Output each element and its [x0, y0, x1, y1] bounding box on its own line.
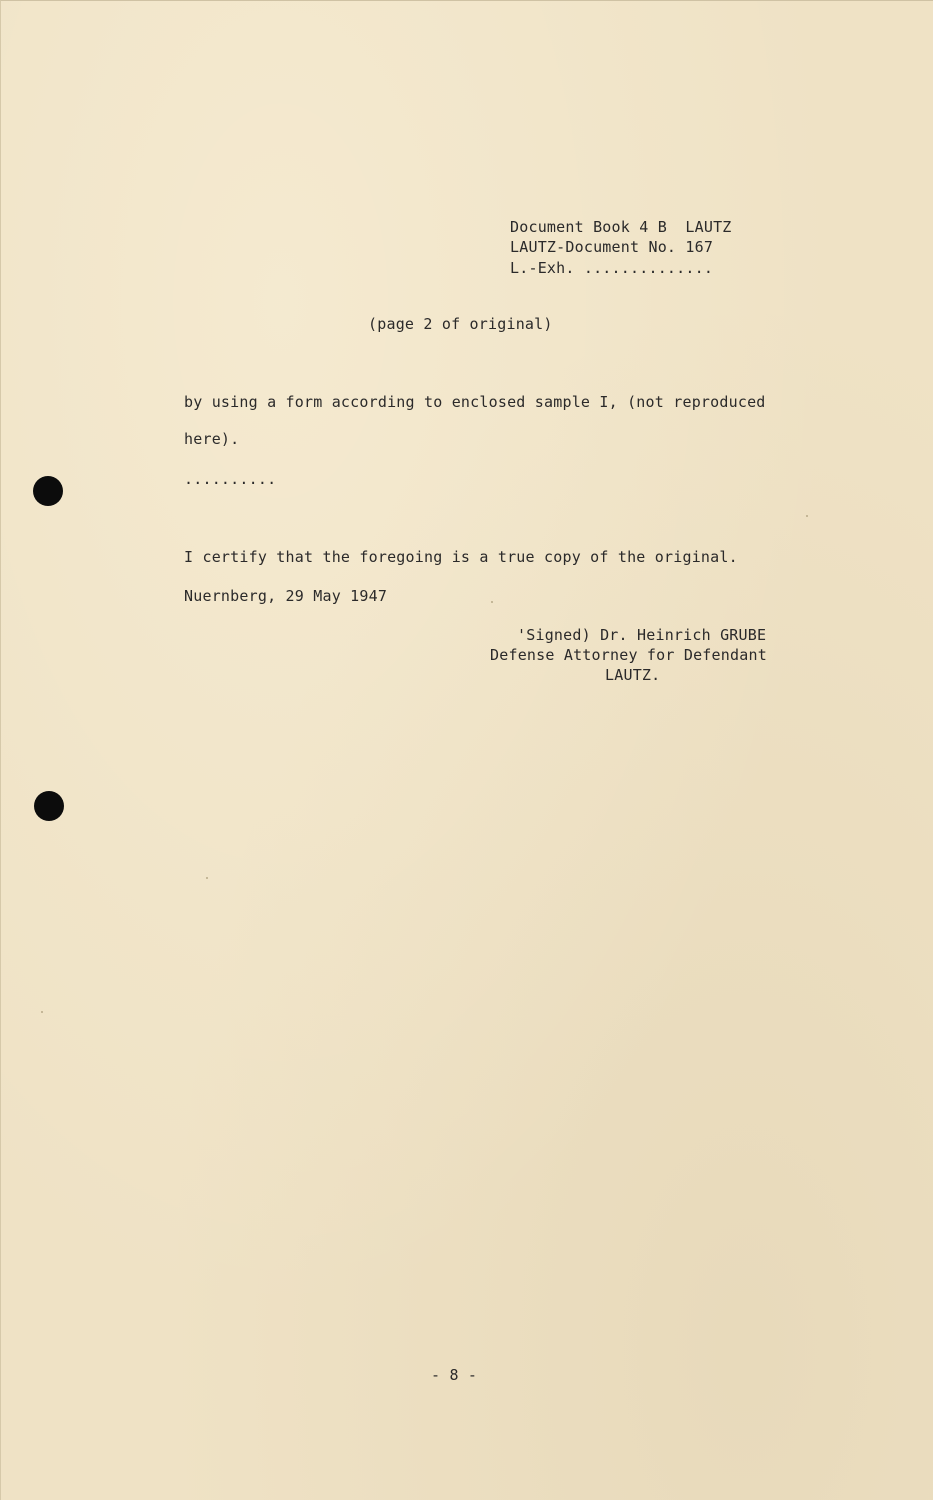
- paper-speck: [206, 877, 208, 879]
- signature-title: Defense Attorney for Defendant: [490, 646, 767, 664]
- header-exhibit: L.-Exh. ..............: [510, 259, 714, 277]
- header-doc-number: LAUTZ-Document No. 167: [510, 238, 714, 256]
- header-doc-book: Document Book 4 B LAUTZ: [510, 218, 732, 236]
- signature-defendant: LAUTZ.: [605, 666, 661, 684]
- body-line-1: by using a form according to enclosed sample I, (not reproduced: [184, 393, 766, 411]
- body-line-2: here).: [184, 430, 240, 448]
- paper-speck: [491, 601, 493, 603]
- omission-dots: ..........: [184, 470, 277, 488]
- place-date: Nuernberg, 29 May 1947: [184, 587, 388, 605]
- page-number: - 8 -: [431, 1366, 478, 1384]
- page-reference: (page 2 of original): [368, 315, 553, 333]
- signature-name: 'Signed) Dr. Heinrich GRUBE: [517, 626, 767, 644]
- punch-hole-top: [33, 476, 63, 506]
- punch-hole-bottom: [34, 791, 64, 821]
- certification-statement: I certify that the foregoing is a true copy of the original.: [184, 548, 738, 566]
- paper-speck: [806, 515, 808, 517]
- paper-speck: [41, 1011, 43, 1013]
